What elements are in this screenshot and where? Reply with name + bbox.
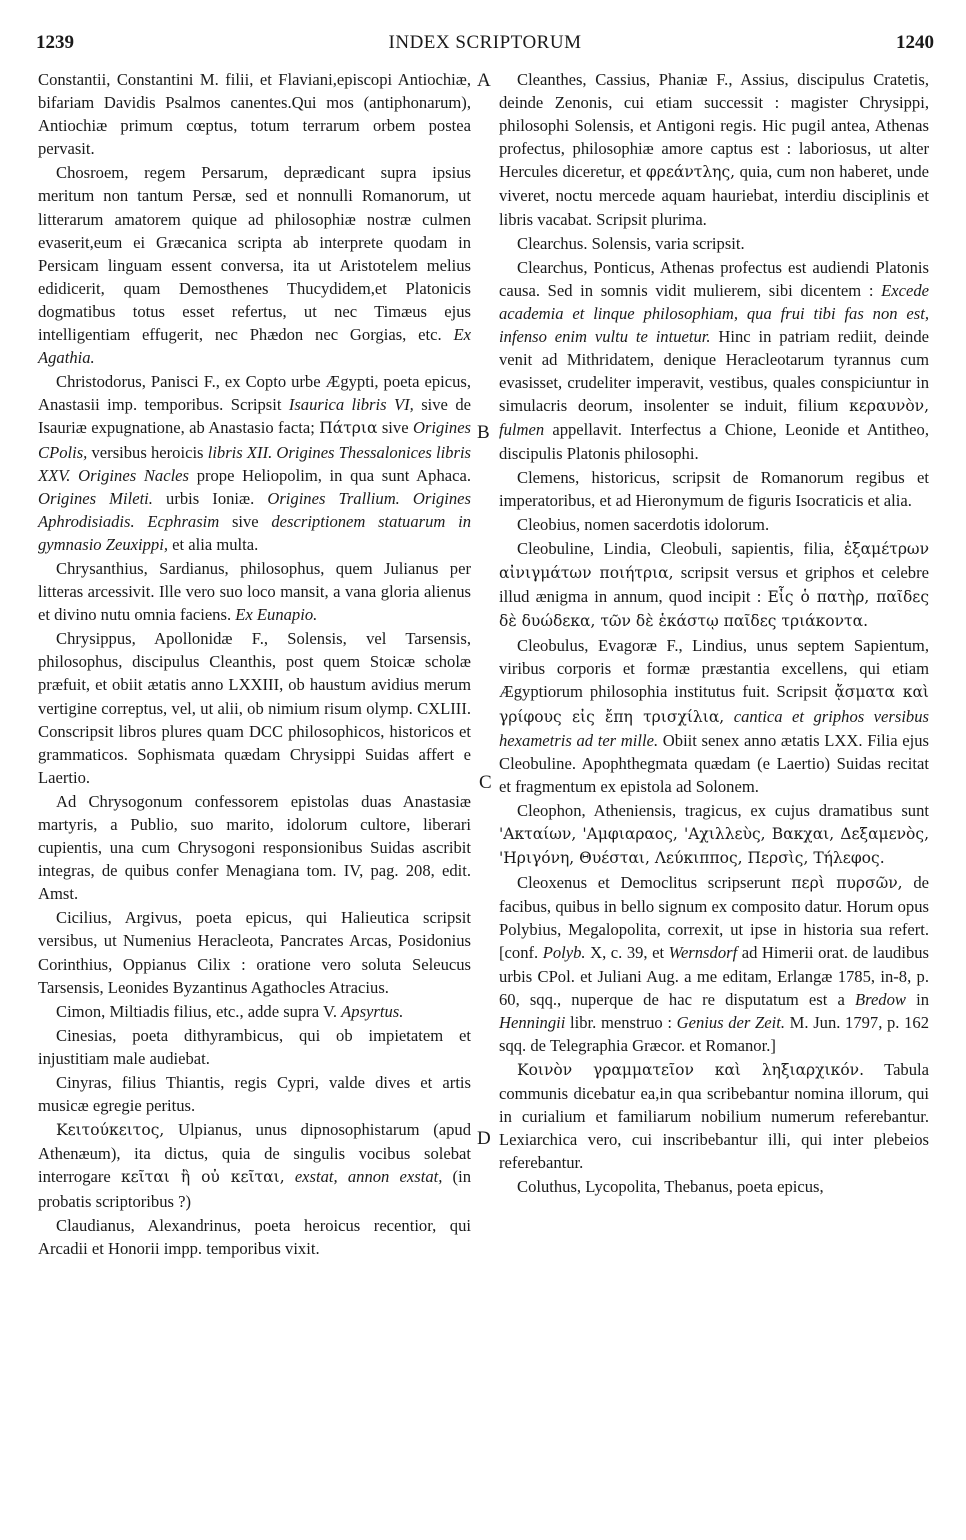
entry-text: sive <box>377 418 413 438</box>
entry-text: Cleanthes, Cassius, Phaniæ F., Assius, discipulus Cratetis, deinde Zenonis, cui etiam successit : magister Chrysippi, philosophi Solensis, et Antigoni regis. Hic pugil antea, Athenas profectus, philosophiæ amore captus est : laboriosus, ut alter Hercules diceretur, et <box>499 70 929 182</box>
greek-text: φρεάντλης, <box>645 163 736 182</box>
cross-reference: Apsyrtus. <box>341 1001 404 1021</box>
greek-text: περὶ πυρσῶν, <box>791 874 903 893</box>
entry-text: Chrysanthius, Sardianus, philosophus, quem Julianus per litteras arcessivit. Ille vero suo loco mansit, a vana gloria alienus et divino nutu omnia faciens. <box>38 558 471 625</box>
entry-text: appellavit. Interfectus a Chione, Leonide et Antitheo, discipulis Platonis philosophi. <box>499 420 929 463</box>
work-title: Origines Trallium. Origines Aphrodisiadis. Ecphrasim <box>38 488 471 531</box>
entry-text: quia, cum non haberet, unde viveret, noctu mercede aquam hauriebat, interdiu disciplinis et libris vacabat. Scripsit plurima. <box>499 162 929 229</box>
entry-keitoukeitos <box>38 1118 471 1212</box>
entry-text: (in probatis scriptoribus ?) <box>38 1167 471 1211</box>
entry-text: sive <box>219 511 272 531</box>
entry-text: Ulpianus, unus dipnosophistarum (apud Athenæum), ita dictus, quia de singulis vocibus solebat interrogare <box>38 1120 471 1187</box>
entry-cinyras: Cinyras, filius Thiantis, regis Cypri, valde dives et artis musicæ egregie peritus. <box>38 1073 471 1116</box>
entry-text: ad Himerii orat. de laudibus urbis CPol. et Juliani Aug. a me editam, Erlangæ 1785, in-8, p. 60, sqq., nuperque de hac re disputatum est a <box>499 943 930 1009</box>
entry-constantii: Constantii, Constantini M. filii, et Flaviani,episcopi Antiochiæ, bifariam Davidis Psalmos canentes.Qui mos (antiphonarum), Antiochiæ primum cœptus, totum terrarum orbem postea pervasit. <box>38 70 471 159</box>
right-column <box>499 68 929 1199</box>
right-page-number: 1240 <box>896 32 934 53</box>
greek-text: ἑξαμέτρων αἰνιγμάτων ποιήτρια, <box>499 539 929 582</box>
entry-text: Cleobuline, Lindia, Cleobuli, sapientis, filia, <box>517 538 844 558</box>
work-title: libris XII. Origines Thessalonices libris XXV. Origines Nacles <box>38 442 472 485</box>
entry-text: Hinc in patriam rediit, deinde venit ad Mithridatem, denique Heracleotarum tyrannus cum evasisset, crudeliter imperavit, vestibus, quales conspiciuntur in simulacris deorum, insolenter se induit, filium <box>499 327 930 416</box>
entry-cleophon <box>499 799 929 870</box>
work-title: Origines CPolis, <box>38 418 472 462</box>
greek-text: Κειτούκειτος, <box>56 1121 165 1140</box>
entry-text: Christodorus, Panisci F., ex Copto urbe Ægypti, poeta epicus, Anastasii imp. temporibus. Scripsit <box>38 372 471 415</box>
left-page-number: 1239 <box>36 32 74 53</box>
entry-claudianus: Claudianus, Alexandrinus, poeta heroicus recentior, qui Arcadii et Honorii impp. temporibus vixit. <box>38 1215 471 1258</box>
work-title: Isaurica libris VI, <box>288 395 414 415</box>
entry-cleobulus <box>499 634 929 798</box>
source-citation: Ex Eunapio. <box>235 605 318 625</box>
entry-text: et alia multa. <box>167 534 259 554</box>
translation: fulmen <box>499 420 545 440</box>
entry-chrysogonus: Ad Chrysogonum confessorem epistolas duas Anastasiæ martyris, a Publio, suo marito, idolorum cultore, liberari cupientis, una cum Chrysogoni responsionibus Suidas ascribit integras, de quibus confer Menagiana tom. IV, pag. 208, edit. Amst. <box>38 791 471 904</box>
greek-text: Κοινὸν γραμματεῖον καὶ ληξιαρχικόν. <box>517 1060 865 1079</box>
entry-cimon <box>38 1000 471 1023</box>
translation: exstat, annon exstat, <box>284 1167 443 1187</box>
entry-text: M. Jun. 1797, p. 162 sqq. de Telegraphia Græcor. et Romanor.] <box>499 1012 929 1055</box>
entry-text: Chosroem, regem Persarum, deprædicant supra ipsius meritum non tantum Persæ, sed et nonnulli Romanorum, ut litterarum amatorem quique ad philosophiæ nostræ culmen evaserit,eum ei Græcanica scripta ab interprete quodam in Persicam linguam essent conversa, ita ut Aristotelem melius edidicerit, quam Demosthenes Thucydidem,et Platonicis dogmatibus totus esset refertus, ut nec Timæus ejus intelligentiam effugerit, nec Phædon nec Gorgias, etc. <box>38 163 471 345</box>
entry-text: Cleoxenus et Democlitus scripserunt <box>517 873 792 893</box>
entry-cleobius: Cleobius, nomen sacerdotis idolorum. <box>517 514 770 534</box>
greek-text: 'Ακταίων, 'Αμφιαραος, 'Αχιλλεὺς, Βακχαι, Δεξαμενὸς, 'Ηριγόνη, Θυέσται, Λεύκιππος, Περσὶς, Τήλεφος. <box>499 825 929 868</box>
author-name: Polyb. <box>542 943 586 963</box>
margin-marker-c: C <box>479 772 492 793</box>
entry-text: Cleobulus, Evagoræ F., Lindius, unus septem Sapientum, viribus corporis et formæ præstantia excellens, qui etiam Ægyptiorum philosophia institutus fuit. Scripsit <box>499 636 929 702</box>
running-title: INDEX SCRIPTORUM <box>388 32 582 53</box>
margin-marker-d: D <box>477 1128 491 1149</box>
entry-text: Clearchus, Ponticus, Athenas profectus est audiendi Platonis causa. Sed in somnis vidit mulierem, sibi dicentem : <box>499 257 929 300</box>
entry-christodorus <box>38 370 471 556</box>
entry-text: scripsit versus et griphos et celebre illud ænigma in annum, quod incipit : <box>499 562 929 607</box>
entry-text: X, c. 39, et <box>585 943 669 963</box>
work-title: Genius der Zeit. <box>676 1012 785 1032</box>
left-column <box>38 68 471 1260</box>
entry-chrysippus: Chrysippus, Apollonidæ F., Solensis, vel Tarsensis, philosophus, discipulus Cleanthis, post quem Stoicæ scholæ præfuit, et obiit ætatis anno LXXIII, ob haustum avidius merum vertigine correptus, vel, ut alii, ob nimium risum olymp. CXLIII. Conscripsit libros plures quam DCC philosophicos, historicos et grammaticos. Sophismata quædam Chrysippi Suidas affert e Laertio. <box>38 629 471 787</box>
entry-coluthus: Coluthus, Lycopolita, Thebanus, poeta epicus, <box>517 1177 824 1197</box>
entry-text: Cimon, Miltiadis filius, etc., adde supra V. <box>56 1001 342 1021</box>
entry-chosroes <box>38 161 471 369</box>
quotation: Excede academia et linque philosophiam, qua frui tibi fas non est, infenso enim vultu te intuetur. <box>499 280 929 347</box>
work-title: descriptionem statuarum in gymnasio Zeuxippi, <box>38 511 471 554</box>
translation: cantica et griphos versibus hexametris ad ter mille. <box>499 706 929 750</box>
entry-text: libr. menstruo : <box>565 1012 677 1032</box>
entry-clemens: Clemens, historicus, scripsit de Romanorum regibus et imperatoribus, et ad Hieronymum de figuris Isocraticis et alia. <box>499 467 929 510</box>
work-title: Origines Mileti. <box>38 488 153 508</box>
author-name: Henningii <box>499 1012 566 1032</box>
entry-text: de facibus, quibus in bello signum ex composito datur. Horum opus Polybius, Megalopolita, correxit, ut ipse in historia sua refert. [conf. <box>499 873 930 963</box>
entry-text: prope Heliopolim, in qua sunt Aphaca. <box>189 465 471 485</box>
entry-cicilius: Cicilius, Argivus, poeta epicus, qui Halieutica scripsit versibus, ut Numenius Heracleota, Pancrates Arcas, Posidonius Corinthius, Oppianus Cilix : oratione vero soluta Seleucus Tarsensis, Leonides Byzantinus Agathocles Atracius. <box>38 908 471 997</box>
margin-marker-b: B <box>477 422 490 443</box>
entry-text: Cleophon, Atheniensis, tragicus, ex cujus dramatibus sunt <box>517 800 929 820</box>
entry-cleanthes <box>499 68 929 231</box>
entry-chrysanthius <box>38 557 471 626</box>
page-header <box>36 32 934 58</box>
greek-text: Πάτρια <box>319 419 378 438</box>
entry-clearchus-ponticus <box>499 256 929 465</box>
entry-cleoxenus <box>499 871 929 1057</box>
entry-clearchus-solensis: Clearchus. Solensis, varia scripsit. <box>517 233 745 253</box>
entry-text: versibus heroicis <box>87 442 208 462</box>
entry-text: Tabula communis dicebatur ea,in qua scribebantur nomina illorum, qui in curialium et familiarum nobilium numerum referebantur. Lexiarchica vero, cui inscribebantur illi, qui inter plebeios referebantur. <box>499 1059 930 1173</box>
margin-marker-a: A <box>477 70 491 91</box>
entry-text: in <box>905 989 930 1009</box>
greek-text: Εἷς ὁ πατὴρ, παῖδες δὲ δυώδεκα, τῶν δὲ ἑκάστῳ παῖδες τριάκοντα. <box>499 588 929 631</box>
entry-cinesias: Cinesias, poeta dithyrambicus, qui ob impietatem et injustitiam male audiebat. <box>38 1025 471 1068</box>
source-citation: Ex Agathia. <box>38 325 471 368</box>
author-name: Wernsdorf <box>668 943 738 963</box>
entry-text: urbis Ioniæ. <box>152 488 268 508</box>
greek-text: κεραυνὸν, <box>849 397 929 416</box>
greek-text: ᾄσματα καὶ γρίφους εἰς ἔπη τρισχίλια, <box>499 683 929 726</box>
entry-cleobuline <box>499 537 929 633</box>
entry-koinon-grammateion <box>499 1058 929 1174</box>
entry-text: sive de Isauriæ expugnatione, ab Anastasio facta; <box>38 395 471 438</box>
author-name: Bredow <box>854 989 906 1009</box>
greek-text: κεῖται ἢ οὐ κεῖται, <box>120 1168 285 1187</box>
entry-text: Obiit senex anno ætatis LXX. Filia ejus Cleobuline. Apophthegmata quædam (e Laertio) Suidas recitat et fragmentum ex epistola ad Solonem. <box>499 730 929 796</box>
